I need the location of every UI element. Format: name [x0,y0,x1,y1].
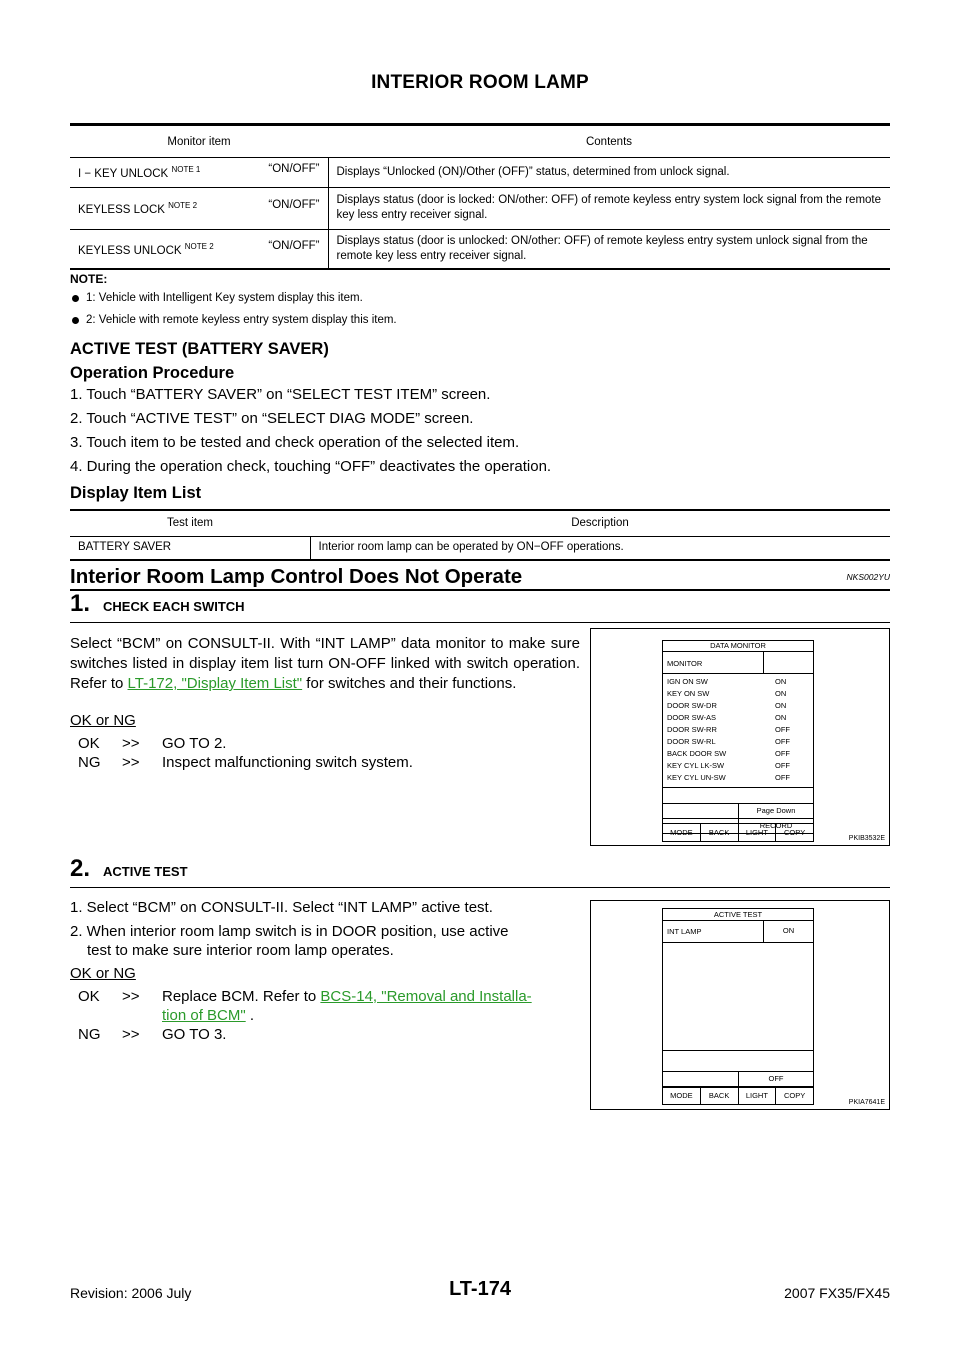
page-number: LT-174 [449,1278,511,1300]
step-number: 2. [70,855,91,882]
display-item-list-link[interactable]: LT-172, "Display Item List" [127,675,303,692]
monitor-item-name: KEYLESS UNLOCK [78,244,182,257]
data-monitor-screen [662,640,814,842]
test-item-label: INT LAMP [667,927,702,936]
data-monitor-figure [590,628,890,846]
monitor-row-value: OFF [775,725,790,734]
procedure-step: 3. Touch item to be tested and check operation of the selected item. [70,434,520,451]
col-header-description: Description [310,511,890,536]
footer-model: 2007 FX35/FX45 [784,1285,890,1301]
procedure-step: 4. During the operation check, touching “OFF” deactivates the operation. [70,458,552,475]
monitor-item-value: “ON/OFF” [268,163,320,175]
figure-id: PKIA7641E [848,1099,885,1106]
top-rule [70,123,890,126]
test-item-value: ON [763,921,813,942]
copy-button[interactable]: COPY [783,828,806,837]
table-row [70,536,890,560]
note-item: 1: Vehicle with Intelligent Key system display this item. [86,292,363,304]
monitor-row-name: DOOR SW-RR [667,725,717,734]
monitor-row [667,725,809,737]
mode-button[interactable]: MODE [663,1088,701,1104]
monitor-row-value: OFF [775,737,790,746]
monitor-row-name: DOOR SW-RL [667,737,716,746]
monitor-row [667,761,809,773]
rule [70,589,890,591]
monitor-row-name: KEY ON SW [667,689,710,698]
note-ref: NOTE 2 [168,201,198,210]
note-item: 2: Vehicle with remote keyless entry system display this item. [86,314,397,326]
result-ng: NG >> GO TO 3. [78,1026,227,1043]
monitor-row-name: DOOR SW-DR [667,701,717,710]
monitor-item-value: “ON/OFF” [268,239,320,252]
monitor-row-value: ON [775,701,787,710]
monitor-row-name: DOOR SW-AS [667,713,717,722]
col-header-contents: Contents [328,127,890,157]
result-ok: OK >> Replace BCM. Refer to BCS-14, "Removal and Installa- [78,988,532,1005]
table-row [70,157,890,187]
off-button[interactable]: OFF [738,1072,813,1086]
table-row [70,187,890,229]
screen-button-bar [662,823,814,842]
display-item-table [70,511,890,561]
active-test-screen [662,908,814,1105]
monitor-item-contents: Displays status (door is unlocked: ON/other: OFF) of remote keyless entry system unlock signal from the remote key less entry receiver signal. [328,229,890,269]
back-button[interactable]: BACK [701,824,739,841]
operation-procedure-heading: Operation Procedure [70,364,235,382]
step-title: ACTIVE TEST [103,864,188,879]
col-header-test-item: Test item [70,511,310,536]
active-test-heading: ACTIVE TEST (BATTERY SAVER) [70,340,329,358]
test-item-name: BATTERY SAVER [70,536,310,560]
figure-id: PKIB3532E [848,835,885,842]
result-ok: OK >> GO TO 2. [78,735,227,752]
step-item-cont: test to make sure interior room lamp operates. [87,942,394,959]
rule [70,887,890,888]
step-number: 1. [70,590,91,617]
monitor-row-value: ON [775,713,787,722]
bcm-removal-link-cont[interactable]: tion of BCM" [162,1007,246,1024]
monitor-row [667,749,809,761]
footer-revision: Revision: 2006 July [70,1285,192,1301]
monitor-list [663,674,813,788]
record-button[interactable]: RECORD [738,819,813,833]
step-item: 2. When interior room lamp switch is in DOOR position, use active [70,923,509,940]
col-header-monitor-item: Monitor item [70,127,328,157]
step-title: CHECK EACH SWITCH [103,599,245,614]
light-button[interactable]: LIGHT [739,824,777,841]
monitor-row [667,701,809,713]
note-title: NOTE: [70,272,108,286]
page-title: INTERIOR ROOM LAMP [371,72,589,93]
ok-or-ng: OK or NG [70,712,136,729]
monitor-row-value: OFF [775,773,790,782]
step-paragraph: Select “BCM” on CONSULT-II. With “INT LAMP” data monitor to make sure switches listed in display item list turn ON-OFF linked with switch operation. Refer to LT-172, "Display Item List" for switches and their functions. [70,635,580,692]
procedure-step: 1. Touch “BATTERY SAVER” on “SELECT TEST ITEM” screen. [70,386,491,403]
monitor-row-value: OFF [775,761,790,770]
note-ref: NOTE 1 [171,165,201,174]
monitor-label: MONITOR [667,659,703,668]
monitor-row-name: IGN ON SW [667,677,708,686]
monitor-item-value: “ON/OFF” [268,199,320,211]
result-ng: NG >> Inspect malfunctioning switch system. [78,754,413,771]
procedure-step: 2. Touch “ACTIVE TEST” on “SELECT DIAG MODE” screen. [70,410,474,427]
display-item-list-heading: Display Item List [70,484,202,502]
active-test-figure [590,900,890,1110]
note-ref: NOTE 2 [184,241,214,251]
monitor-item-contents: Displays “Unlocked (ON)/Other (OFF)” status, determined from unlock signal. [328,157,890,187]
page-down-button[interactable]: Page Down [738,804,813,818]
table-row [70,229,890,269]
monitor-row [667,677,809,689]
test-item-description: Interior room lamp can be operated by ON−OFF operations. [310,536,890,560]
monitor-item-name: KEYLESS LOCK [78,204,165,216]
monitor-item-contents: Displays status (door is locked: ON/other: OFF) of remote keyless entry system lock signal from the remote key less entry receiver signal. [328,187,890,229]
rule [70,622,890,623]
monitor-row-name: KEY CYL UN-SW [667,773,726,782]
monitor-row-value: OFF [775,749,790,758]
screen-title: DATA MONITOR [663,641,813,652]
back-button[interactable]: BACK [701,1088,739,1104]
monitor-row [667,713,809,725]
step-item: 1. Select “BCM” on CONSULT-II. Select “INT LAMP” active test. [70,899,493,916]
monitor-row-name: BACK DOOR SW [667,749,727,758]
bcm-removal-link[interactable]: BCS-14, "Removal and Installa- [320,988,532,1005]
monitor-row-value: ON [775,689,787,698]
monitor-item-table [70,127,890,270]
monitor-row-name: KEY CYL LK-SW [667,761,725,770]
monitor-row-value: ON [775,677,787,686]
monitor-row [667,737,809,749]
monitor-item-name: I − KEY UNLOCK [78,168,169,180]
screen-button-bar [662,1087,814,1105]
mode-button[interactable]: MODE [663,824,701,841]
monitor-row [667,773,809,785]
section-code: NKS002YU [846,572,890,582]
light-button[interactable]: LIGHT [739,1088,777,1104]
trouble-diagnosis-heading: Interior Room Lamp Control Does Not Operate [70,565,523,588]
monitor-row [667,689,809,701]
copy-button[interactable]: COPY [783,1091,806,1100]
ok-or-ng: OK or NG [70,965,136,982]
screen-title: ACTIVE TEST [663,909,813,921]
